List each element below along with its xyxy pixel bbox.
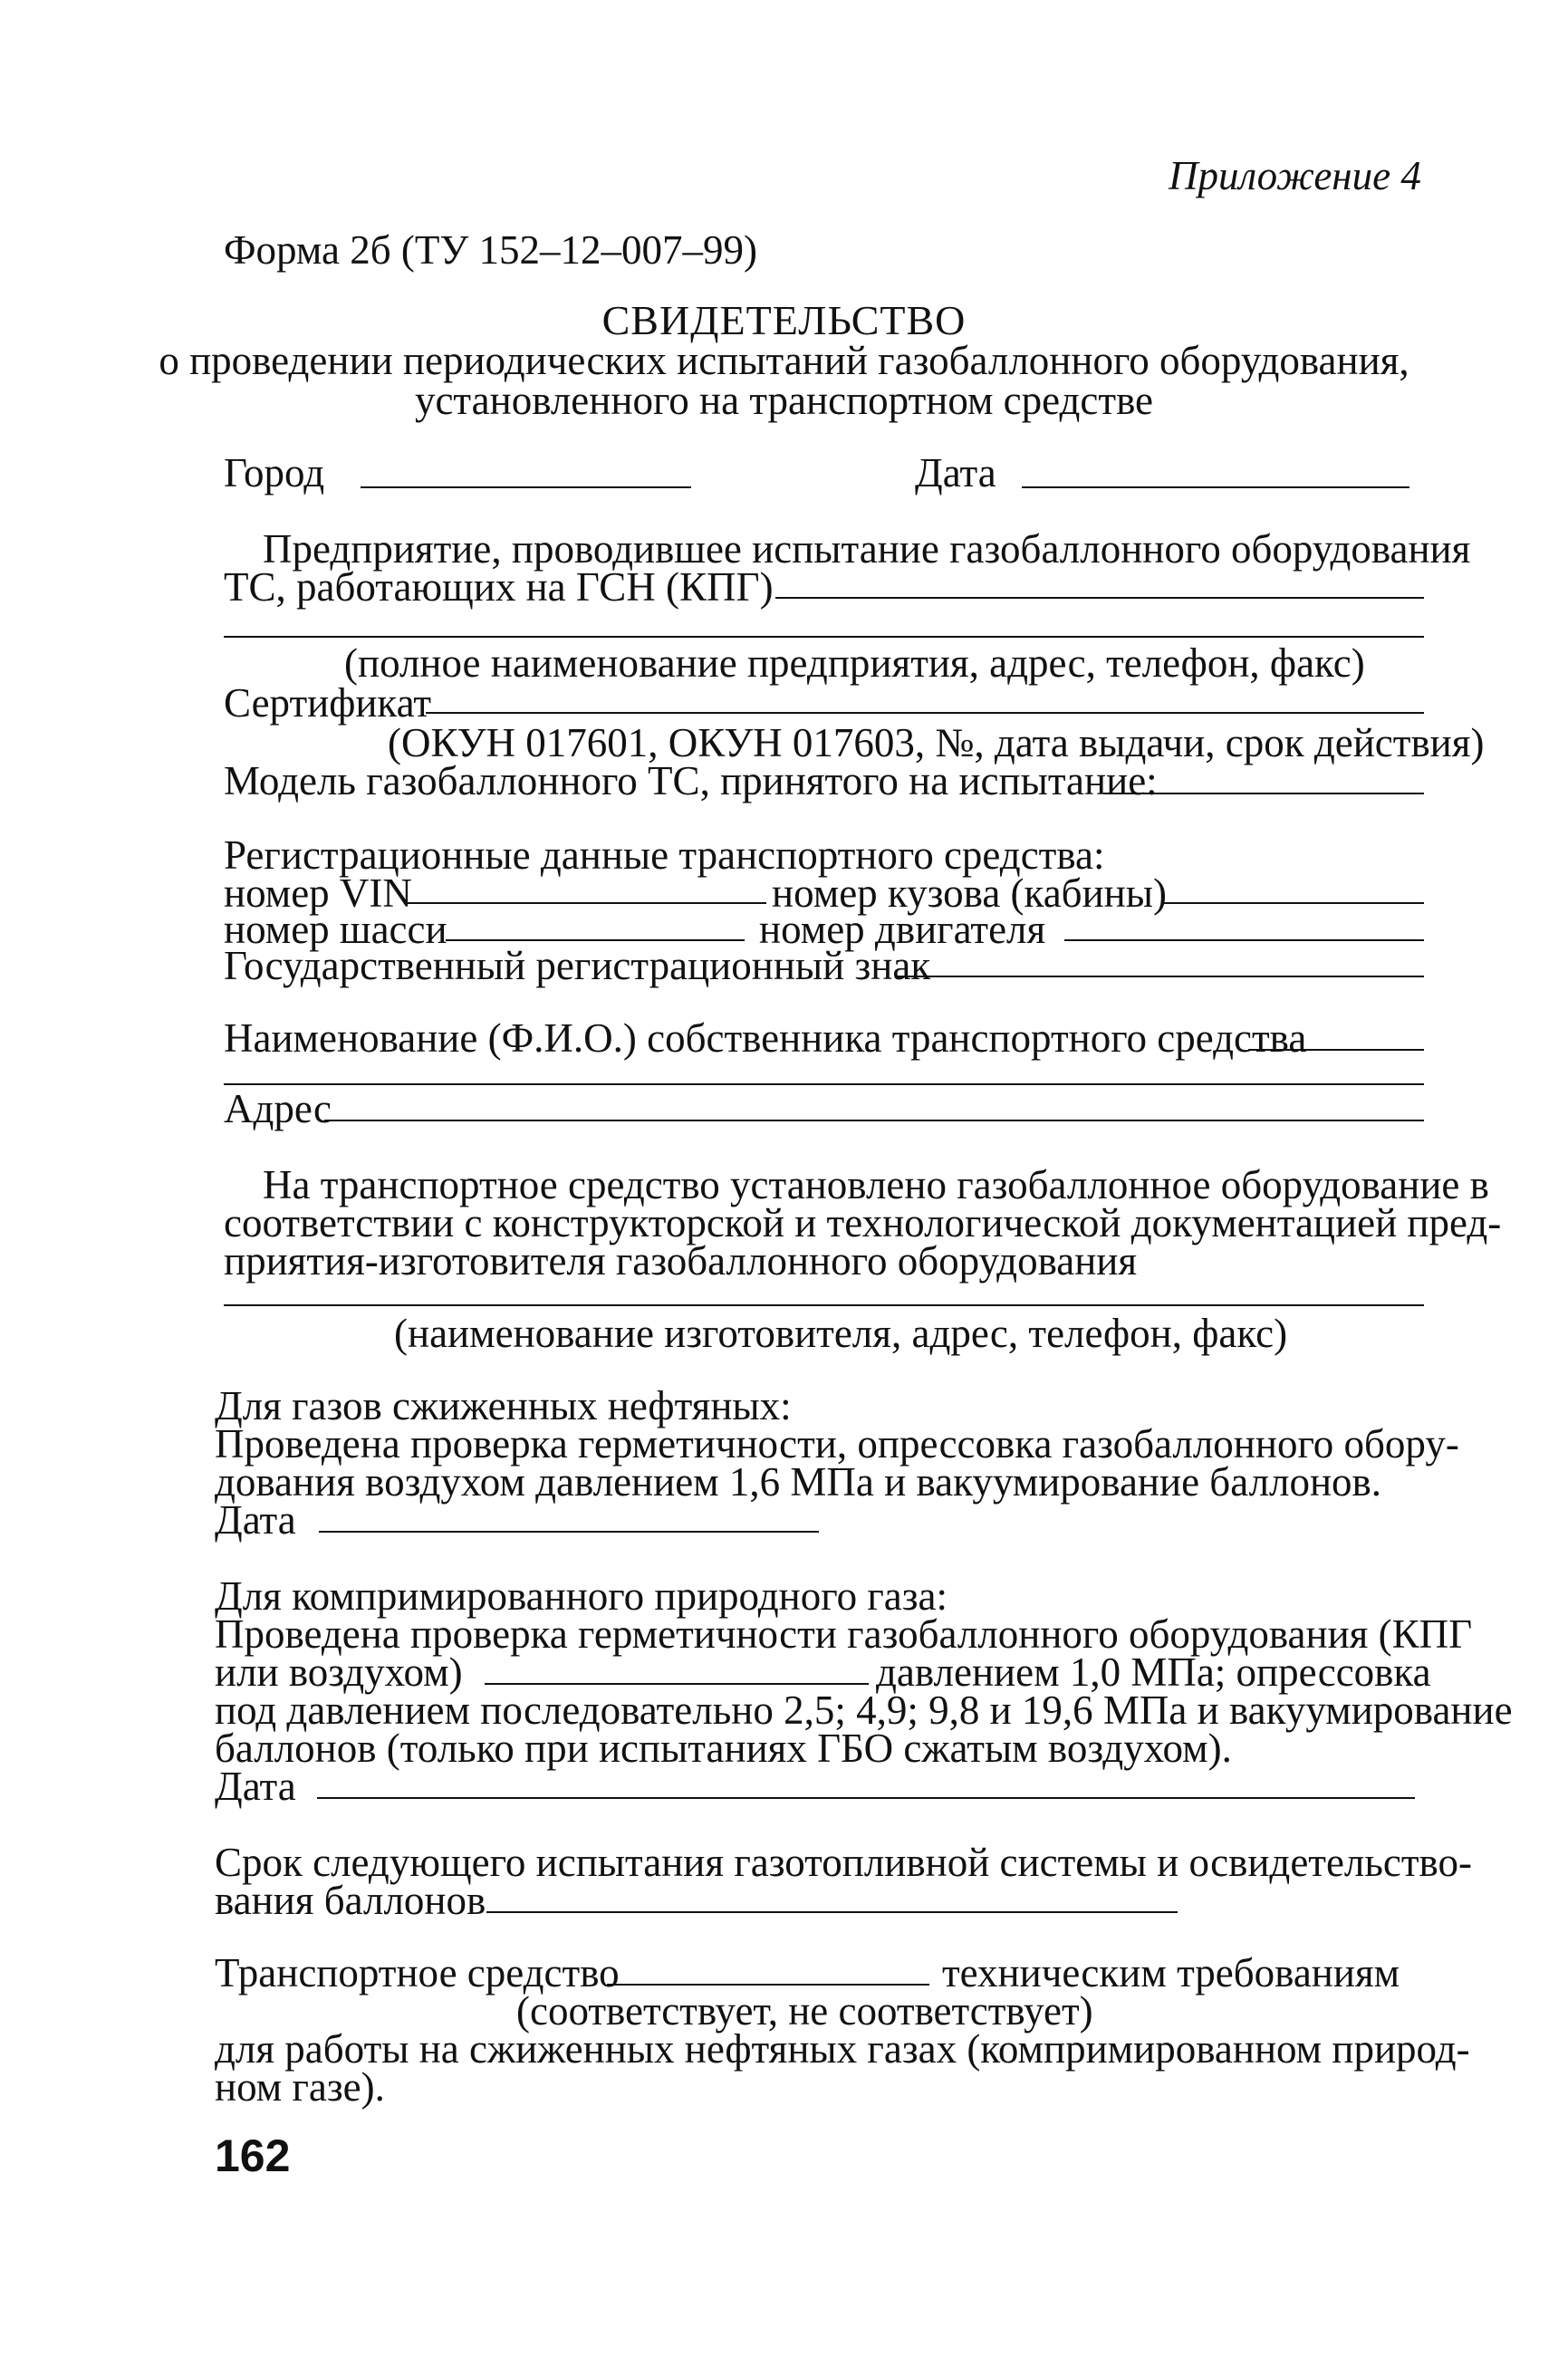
lpg-heading: Для газов сжиженных нефтяных: [215,1383,792,1428]
enterprise-hint: (полное наименование предприятия, адрес, телефон, факс) [344,640,1365,686]
certificate-field[interactable] [426,712,1424,714]
enterprise-line2: ТС, работающих на ГСН (КПГ) [224,564,774,610]
equipment-line2: соответствии с конструкторской и технологической документацией пред- [224,1200,1502,1245]
next-test-line1: Срок следующего испытания газотопливной системы и освидетельство- [215,1840,1472,1885]
cng-line2-start: или воздухом) [215,1649,463,1695]
cng-heading: Для компримированного природного газа: [215,1573,948,1619]
manufacturer-hint: (наименование изготовителя, адрес, телефон, факс) [394,1311,1288,1356]
model-field[interactable] [1103,793,1424,794]
plate-field[interactable] [897,976,1424,977]
cng-date-label: Дата [215,1764,296,1809]
lpg-line1: Проведена проверка герметичности, опрессовка газобаллонного обору- [215,1421,1459,1466]
city-field[interactable] [361,486,691,488]
cng-date-field[interactable] [317,1797,1415,1799]
cng-line3: под давлением последовательно 2,5; 4,9; 9,8 и 19,6 МПа и вакуумирование [215,1688,1513,1733]
next-test-field[interactable] [486,1911,1178,1913]
form-code: Форма 2б (ТУ 152–12–007–99) [224,227,757,273]
document-title: СВИДЕТЕЛЬСТВО [601,297,967,343]
owner-name-field-continuation[interactable] [224,1083,1424,1085]
owner-name-field[interactable] [1248,1049,1424,1051]
conclusion-line2: для работы на сжиженных нефтяных газах (компримированном природ- [215,2026,1470,2072]
lpg-date-label: Дата [215,1497,296,1543]
address-field[interactable] [324,1120,1424,1121]
plate-label: Государственный регистрационный знак [224,943,931,988]
address-label: Адрес [224,1086,332,1131]
body-number-field[interactable] [1161,902,1424,904]
vin-label: номер VIN [224,870,412,916]
conclusion-line1-end: техническим требованиям [942,1950,1400,1995]
equipment-line3: приятия-изготовителя газобаллонного оборудования [224,1238,1138,1284]
lpg-date-field[interactable] [319,1531,819,1533]
cng-line1: Проведена проверка герметичности газобаллонного оборудования (КПГ [215,1611,1473,1657]
cng-line4: баллонов (только при испытаниях ГБО сжатым воздухом). [215,1726,1232,1771]
conformity-field[interactable] [607,1984,929,1986]
appendix-label: Приложение 4 [1169,153,1421,198]
conformity-hint: (соответствует, не соответствует) [516,1988,1093,2034]
registration-heading: Регистрационные данные транспортного средства: [224,832,1105,878]
lpg-line2: дования воздухом давлением 1,6 МПа и вакуумирование баллонов. [215,1459,1382,1505]
title-subtitle-line2: установленного на транспортном средстве [414,378,1154,423]
model-label: Модель газобаллонного ТС, принятого на испытание: [224,758,1158,803]
enterprise-field-continuation[interactable] [224,636,1424,638]
next-test-line2: вания баллонов [215,1878,486,1923]
cng-medium-field[interactable] [485,1683,869,1685]
engine-field[interactable] [1064,939,1424,941]
date-label: Дата [915,450,996,495]
page-number: 162 [215,2130,291,2181]
enterprise-line1: Предприятие, проводившее испытание газобаллонного оборудования [263,526,1471,572]
manufacturer-field[interactable] [224,1304,1424,1306]
chassis-field[interactable] [446,939,745,941]
engine-label: номер двигателя [759,907,1046,952]
cng-line2-end: давлением 1,0 МПа; опрессовка [876,1649,1431,1695]
certificate-hint: (ОКУН 017601, ОКУН 017603, №, дата выдачи, срок действия) [388,720,1485,765]
body-number-label: номер кузова (кабины) [772,870,1167,916]
conclusion-line1-start: Транспортное средство [215,1950,620,1995]
vin-field[interactable] [406,902,766,904]
equipment-line1: На транспортное средство установлено газобаллонное оборудование в [263,1162,1489,1207]
chassis-label: номер шасси [224,907,447,952]
certificate-label: Сертификат [224,680,432,726]
city-label: Город [224,450,325,495]
title-subtitle-line1: о проведении периодических испытаний газобаллонного оборудования, [159,338,1409,383]
owner-name-label: Наименование (Ф.И.О.) собственника транспортного средства [224,1015,1307,1061]
date-field[interactable] [1022,486,1409,488]
enterprise-field[interactable] [775,597,1424,599]
conclusion-line3: ном газе). [215,2064,385,2110]
